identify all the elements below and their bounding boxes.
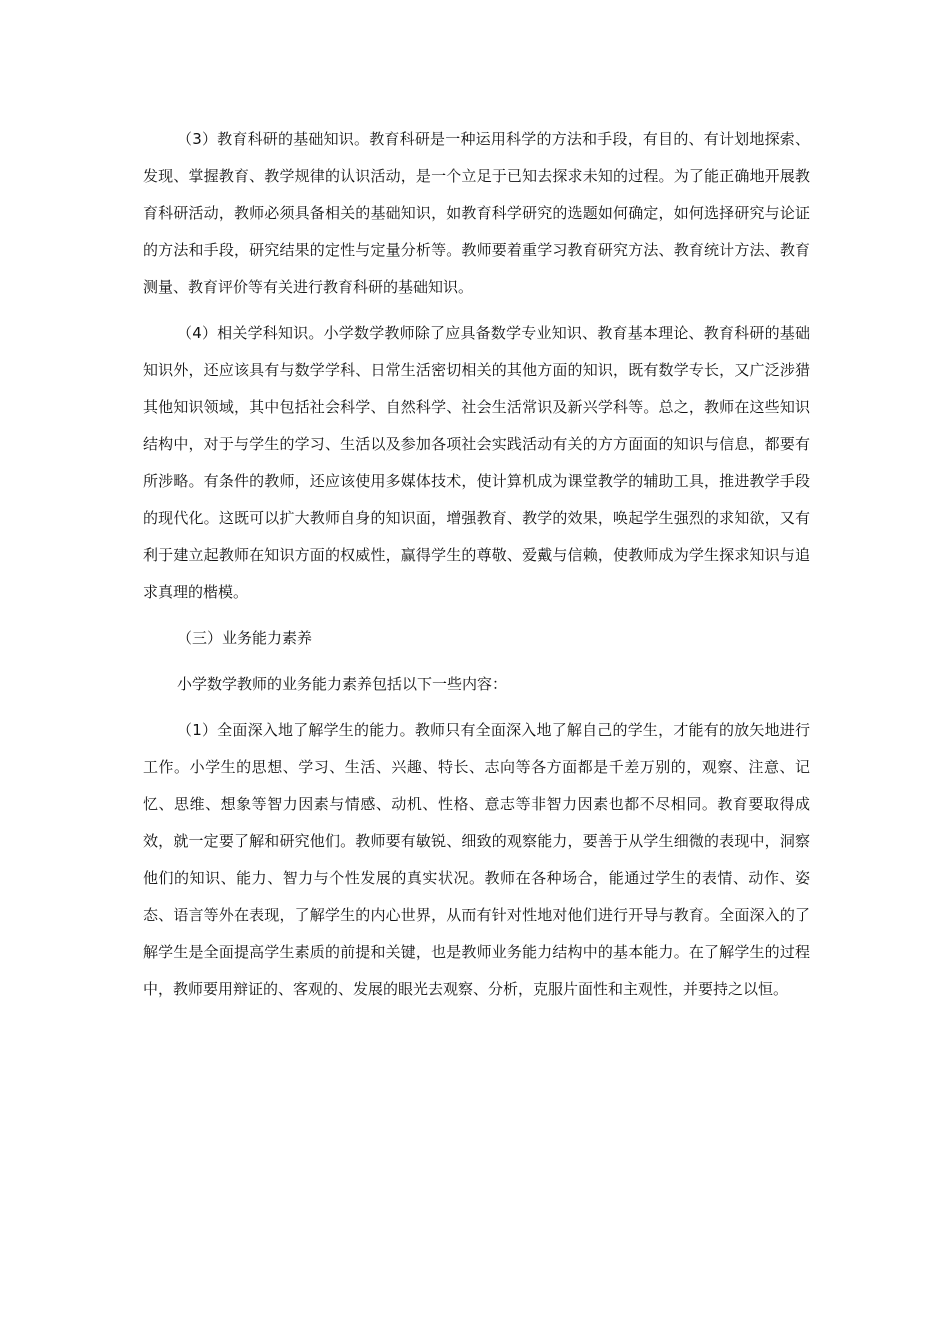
paragraph-understanding-students: （1）全面深入地了解学生的能力。教师只有全面深入地了解自己的学生，才能有的放矢地进行工作。小学生的思想、学习、生活、兴趣、特长、志向等各方面都是千差万别的，观察、注意、记忆、思维、想象等智力因素与情感、动机、性格、意志等非智力因素也都不尽相同。教育要取得成效，就一定要了解和研究他们。教师要有敏锐、细致的观察能力，要善于从学生细微的表现中，洞察他们的知识、能力、智力与个性发展的真实状况。教师在各种场合，能通过学生的表情、动作、姿态、语言等外在表现，了解学生的内心世界，从而有针对性地对他们进行开导与教育。全面深入的了解学生是全面提高学生素质的前提和关键，也是教师业务能力结构中的基本能力。在了解学生的过程中，教师要用辩证的、客观的、发展的眼光去观察、分析，克服片面性和主观性，并要持之以恒。 xyxy=(143,721,810,998)
section-heading-professional-ability: （三）业务能力素养 xyxy=(177,629,313,647)
document-body xyxy=(143,121,810,1017)
paragraph-ability-intro: 小学数学教师的业务能力素养包括以下一些内容： xyxy=(177,675,508,693)
paragraph-related-subject-knowledge: （4）相关学科知识。小学数学教师除了应具备数学专业知识、教育基本理论、教育科研的基础知识外，还应该具有与数学学科、日常生活密切相关的其他方面的知识，既有数学专长，又广泛涉猎其他知识领域，其中包括社会科学、自然科学、社会生活常识及新兴学科等。总之，教师在这些知识结构中，对于与学生的学习、生活以及参加各项社会实践活动有关的方方面面的知识与信息，都要有所涉略。有条件的教师，还应该使用多媒体技术，使计算机成为课堂教学的辅助工具，推进教学手段的现代化。这既可以扩大教师自身的知识面，增强教育、教学的效果，唤起学生强烈的求知欲，又有利于建立起教师在知识方面的权威性，赢得学生的尊敬、爱戴与信赖，使教师成为学生探求知识与追求真理的楷模。 xyxy=(143,324,810,601)
paragraph-education-research-knowledge: （3）教育科研的基础知识。教育科研是一种运用科学的方法和手段，有目的、有计划地探索、发现、掌握教育、教学规律的认识活动，是一个立足于已知去探求未知的过程。为了能正确地开展教育科研活动，教师必须具备相关的基础知识，如教育科学研究的选题如何确定，如何选择研究与论证的方法和手段，研究结果的定性与定量分析等。教师要着重学习教育研究方法、教育统计方法、教育测量、教育评价等有关进行教育科研的基础知识。 xyxy=(143,130,810,296)
